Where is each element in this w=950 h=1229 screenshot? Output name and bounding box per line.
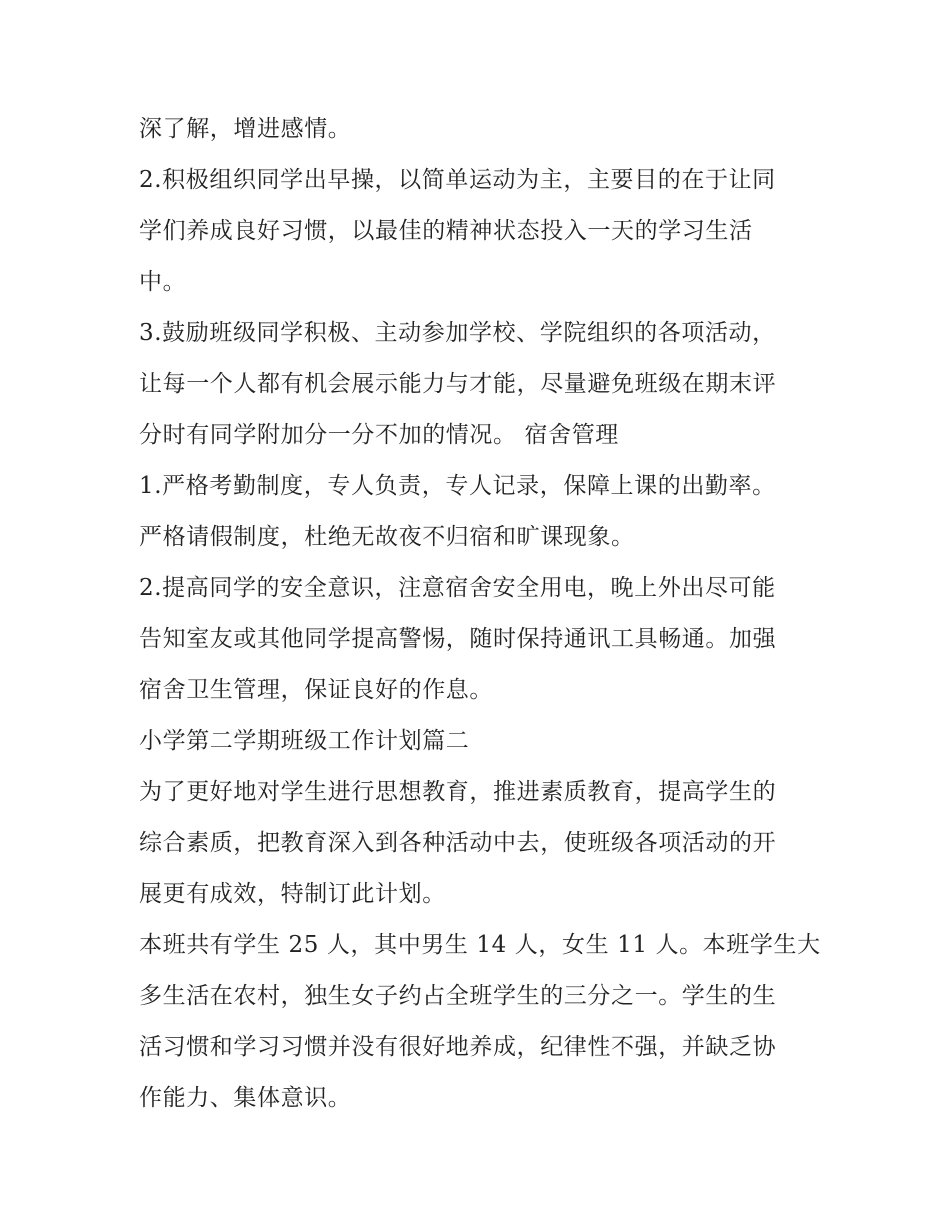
text-line: 2.积极组织同学出早操，以简单运动为主，主要目的在于让同 <box>139 167 776 193</box>
text-line: 作能力、集体意识。 <box>139 1085 352 1111</box>
text-line: 学们养成良好习惯，以最佳的精神状态投入一天的学习生活 <box>139 218 753 244</box>
text-line: 展更有成效，特制订此计划。 <box>139 881 446 907</box>
section-heading: 小学第二学期班级工作计划篇二 <box>139 728 470 754</box>
text-line: 3.鼓励班级同学积极、主动参加学校、学院组织的各项活动， <box>139 320 776 346</box>
text-line: 深了解，增进感情。 <box>139 116 352 142</box>
document-body <box>139 104 819 1124</box>
text-line: 让每一个人都有机会展示能力与才能，尽量避免班级在期末评 <box>139 371 777 397</box>
text-line: 分时有同学附加分一分不加的情况。 宿舍管理 <box>139 422 619 448</box>
text-line: 告知室友或其他同学提高警惕，随时保持通讯工具畅通。加强 <box>139 626 777 652</box>
text-line: 为了更好地对学生进行思想教育，推进素质教育，提高学生的 <box>139 779 777 805</box>
text-line: 中。 <box>139 269 187 295</box>
text-line: 综合素质，把教育深入到各种活动中去，使班级各项活动的开 <box>139 830 777 856</box>
text-line: 严格请假制度，杜绝无故夜不归宿和旷课现象。 <box>139 524 635 550</box>
text-line: 活习惯和学习习惯并没有很好地养成，纪律性不强，并缺乏协 <box>139 1034 777 1060</box>
text-line: 1.严格考勤制度，专人负责，专人记录，保障上课的出勤率。 <box>139 473 776 499</box>
text-line: 多生活在农村，独生女子约占全班学生的三分之一。学生的生 <box>139 983 777 1009</box>
text-line: 宿舍卫生管理，保证良好的作息。 <box>139 677 493 703</box>
text-line: 本班共有学生 25 人，其中男生 14 人，女生 11 人。本班学生大 <box>139 932 821 958</box>
text-line: 2.提高同学的安全意识，注意宿舍安全用电，晚上外出尽可能 <box>139 575 776 601</box>
